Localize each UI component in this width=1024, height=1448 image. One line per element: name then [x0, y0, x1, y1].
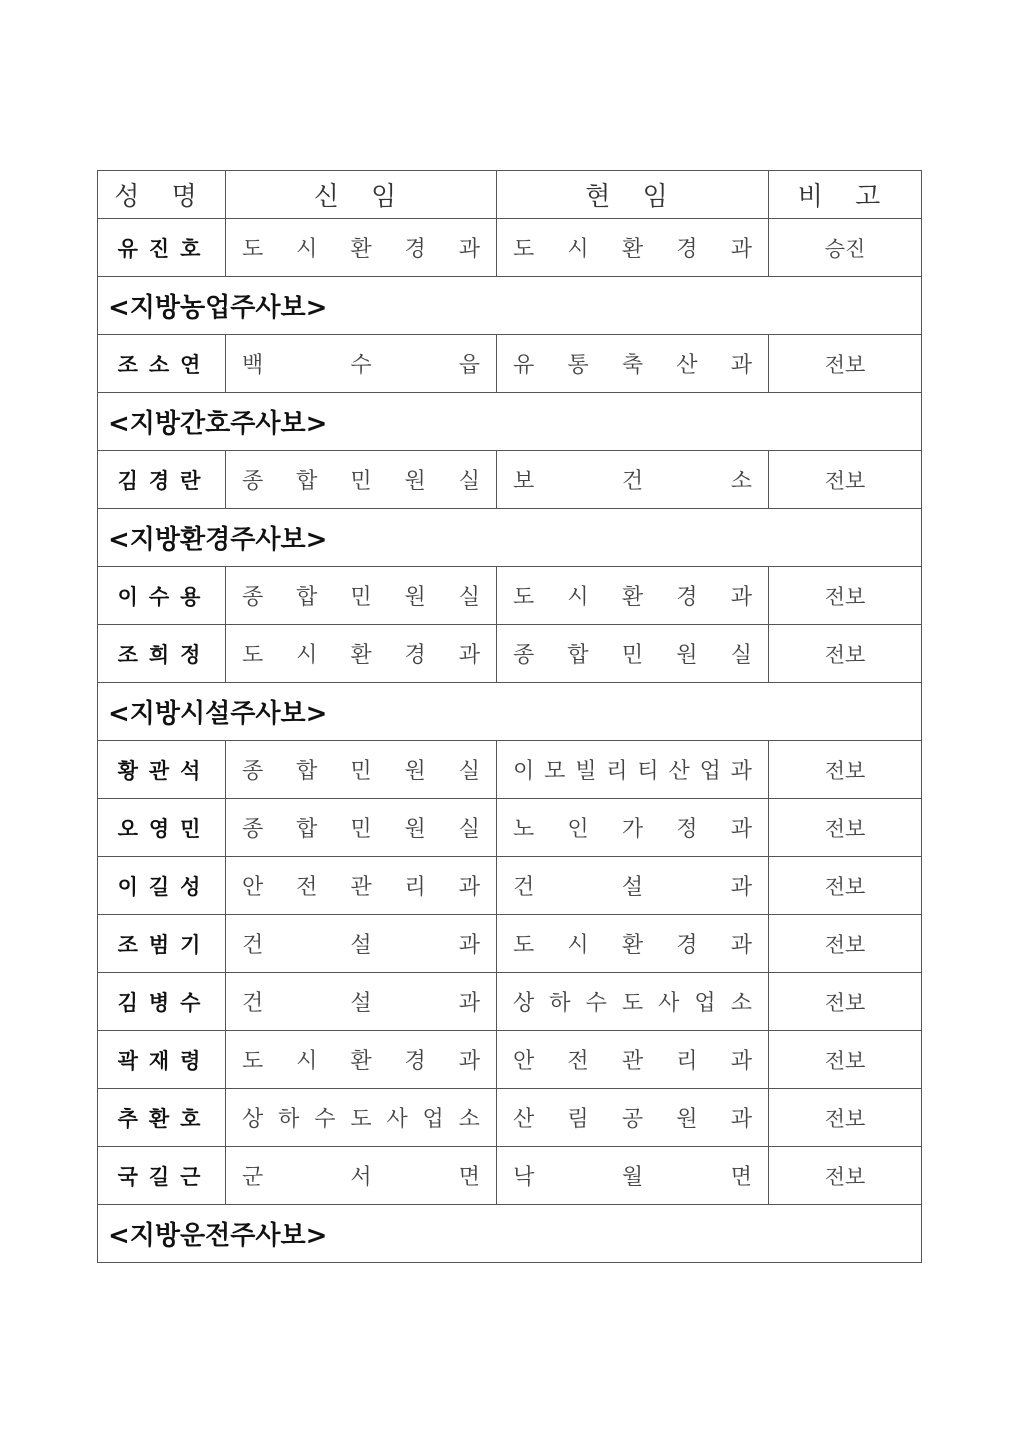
table-row [98, 1089, 922, 1147]
current-post-cell [497, 741, 769, 799]
section-title: <지방간호주사보> [98, 393, 922, 451]
section-title: <지방시설주사보> [98, 683, 922, 741]
section-row [98, 277, 922, 335]
current-post-cell [497, 857, 769, 915]
person-name: 김경란 [98, 451, 226, 509]
header-current-post: 현 임 [497, 171, 769, 219]
person-name: 김병수 [98, 973, 226, 1031]
person-name: 이수용 [98, 567, 226, 625]
note-cell: 승진 [769, 219, 922, 277]
section-title: <지방환경주사보> [98, 509, 922, 567]
new-post: 종 합 민 원 실 [242, 759, 480, 784]
table-body [98, 219, 922, 1263]
table-row [98, 915, 922, 973]
person-name: 조소연 [98, 335, 226, 393]
new-post-cell [226, 1147, 497, 1205]
current-post: 도 시 환 경 과 [513, 585, 752, 610]
note-cell: 전보 [769, 567, 922, 625]
current-post: 종 합 민 원 실 [513, 643, 752, 668]
new-post: 종 합 민 원 실 [242, 817, 480, 842]
note-cell: 전보 [769, 973, 922, 1031]
person-name: 조희정 [98, 625, 226, 683]
current-post-cell [497, 451, 769, 509]
section-row [98, 393, 922, 451]
note-cell: 전보 [769, 1147, 922, 1205]
current-post: 산 림 공 원 과 [513, 1107, 752, 1132]
note-cell: 전보 [769, 799, 922, 857]
current-post: 유 통 축 산 과 [513, 353, 752, 378]
table-row [98, 625, 922, 683]
new-post-cell [226, 567, 497, 625]
person-name: 유진호 [98, 219, 226, 277]
current-post-cell [497, 915, 769, 973]
current-post-cell [497, 219, 769, 277]
person-name: 곽재령 [98, 1031, 226, 1089]
new-post-cell [226, 1031, 497, 1089]
header-row [98, 171, 922, 219]
section-row [98, 509, 922, 567]
header-name: 성 명 [98, 171, 226, 219]
new-post: 군 서 면 [242, 1165, 480, 1190]
note-cell: 전보 [769, 335, 922, 393]
table-row [98, 741, 922, 799]
current-post: 노 인 가 정 과 [513, 817, 752, 842]
new-post-cell [226, 451, 497, 509]
section-row [98, 1205, 922, 1263]
new-post: 도 시 환 경 과 [242, 643, 480, 668]
new-post-cell [226, 1089, 497, 1147]
section-title: <지방운전주사보> [98, 1205, 922, 1263]
table-row [98, 335, 922, 393]
note-cell: 전보 [769, 1031, 922, 1089]
new-post-cell [226, 335, 497, 393]
section-row [98, 683, 922, 741]
table-row [98, 857, 922, 915]
new-post-cell [226, 625, 497, 683]
new-post-cell [226, 741, 497, 799]
new-post-cell [226, 219, 497, 277]
note-cell: 전보 [769, 857, 922, 915]
current-post: 도 시 환 경 과 [513, 237, 752, 262]
new-post-cell [226, 799, 497, 857]
current-post: 안 전 관 리 과 [513, 1049, 752, 1074]
new-post: 상 하 수 도 사 업 소 [242, 1107, 480, 1132]
current-post-cell [497, 1147, 769, 1205]
table-row [98, 1147, 922, 1205]
new-post: 도 시 환 경 과 [242, 1049, 480, 1074]
person-name: 조범기 [98, 915, 226, 973]
current-post: 이 모 빌 리 티 산 업 과 [513, 759, 752, 784]
table-row [98, 973, 922, 1031]
new-post: 건 설 과 [242, 991, 480, 1016]
table-row [98, 567, 922, 625]
table-row [98, 1031, 922, 1089]
current-post-cell [497, 973, 769, 1031]
current-post-cell [497, 1031, 769, 1089]
table-header [98, 171, 922, 219]
person-name: 이길성 [98, 857, 226, 915]
section-title: <지방농업주사보> [98, 277, 922, 335]
new-post: 건 설 과 [242, 933, 480, 958]
current-post: 보 건 소 [513, 469, 752, 494]
header-note: 비 고 [769, 171, 922, 219]
note-cell: 전보 [769, 625, 922, 683]
current-post-cell [497, 799, 769, 857]
person-name: 국길근 [98, 1147, 226, 1205]
note-cell: 전보 [769, 741, 922, 799]
personnel-table [97, 170, 922, 1263]
current-post: 건 설 과 [513, 875, 752, 900]
note-cell: 전보 [769, 915, 922, 973]
new-post: 종 합 민 원 실 [242, 469, 480, 494]
new-post-cell [226, 973, 497, 1031]
current-post-cell [497, 625, 769, 683]
person-name: 추환호 [98, 1089, 226, 1147]
table-row [98, 799, 922, 857]
person-name: 오영민 [98, 799, 226, 857]
header-new-post: 신 임 [226, 171, 497, 219]
new-post: 종 합 민 원 실 [242, 585, 480, 610]
note-cell: 전보 [769, 1089, 922, 1147]
current-post: 낙 월 면 [513, 1165, 752, 1190]
current-post: 도 시 환 경 과 [513, 933, 752, 958]
table-row [98, 451, 922, 509]
new-post: 백 수 읍 [242, 353, 480, 378]
person-name: 황관석 [98, 741, 226, 799]
new-post: 도 시 환 경 과 [242, 237, 480, 262]
current-post-cell [497, 1089, 769, 1147]
new-post: 안 전 관 리 과 [242, 875, 480, 900]
current-post: 상 하 수 도 사 업 소 [513, 991, 752, 1016]
table-row [98, 219, 922, 277]
note-cell: 전보 [769, 451, 922, 509]
current-post-cell [497, 567, 769, 625]
current-post-cell [497, 335, 769, 393]
new-post-cell [226, 857, 497, 915]
new-post-cell [226, 915, 497, 973]
